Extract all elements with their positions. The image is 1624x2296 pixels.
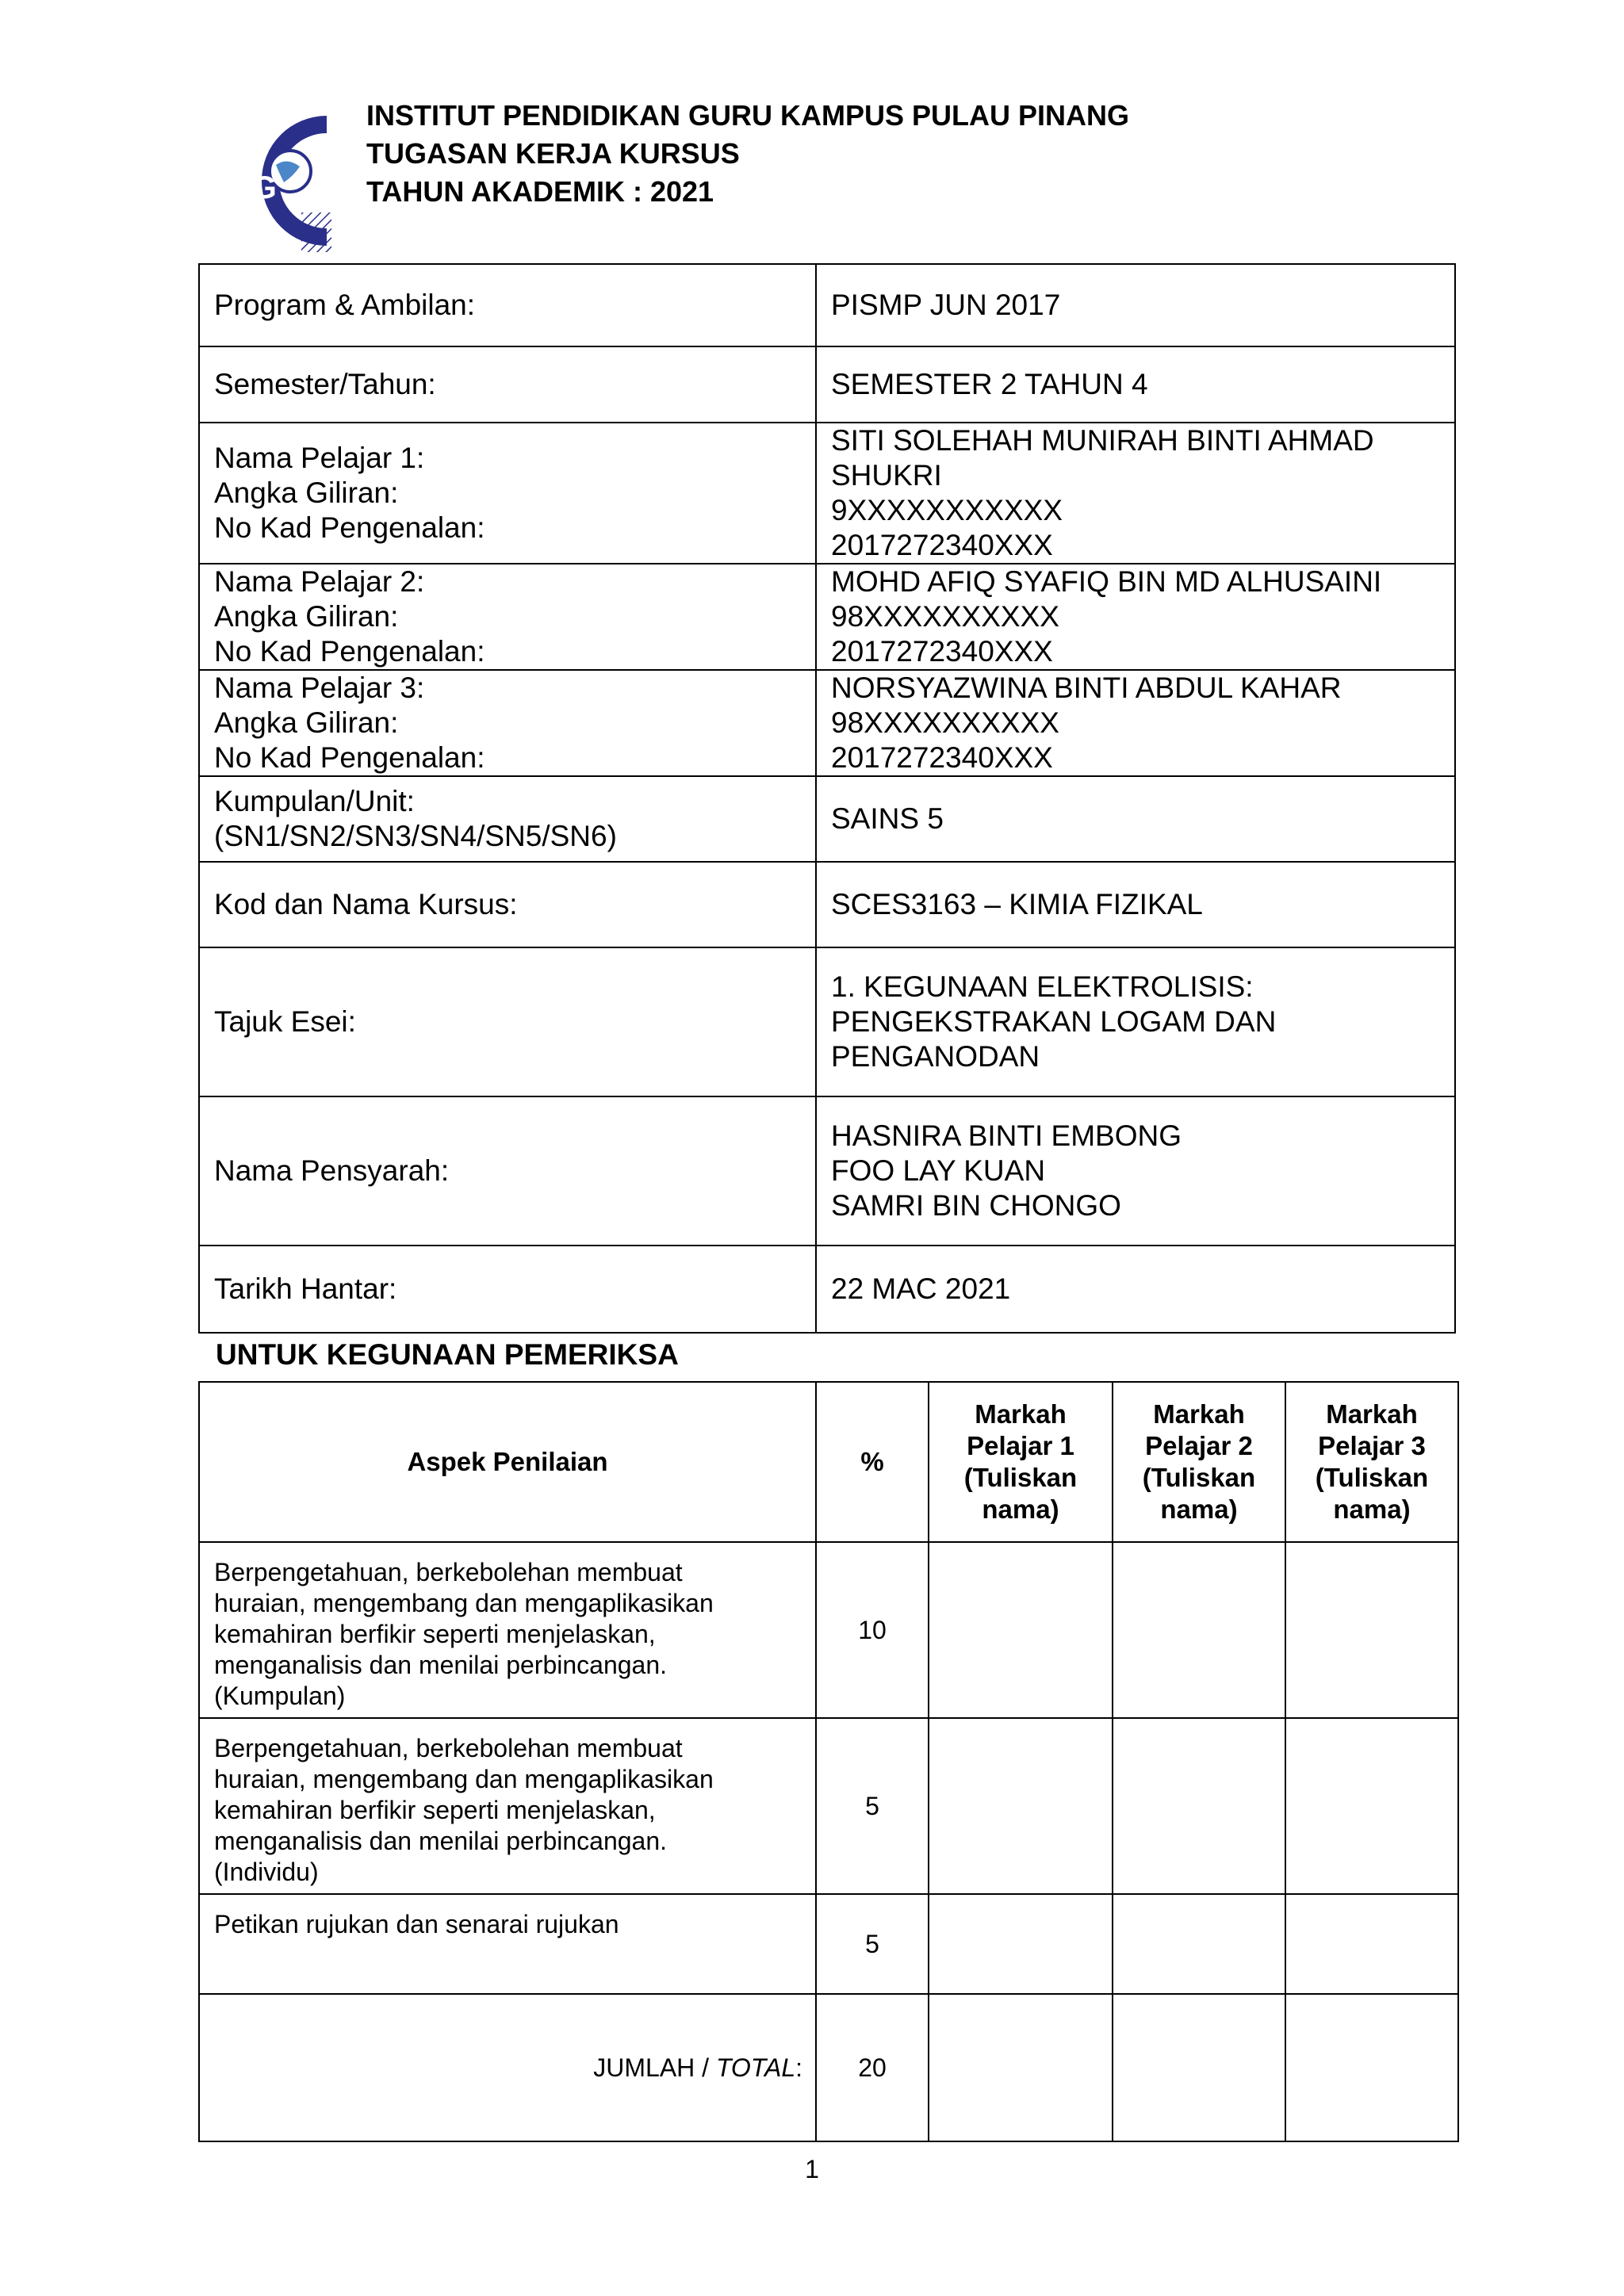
student-2-ic: 2017272340XXX — [831, 635, 1053, 668]
tajuk-label: Tajuk Esei: — [199, 947, 816, 1096]
kumpulan-label — [199, 776, 816, 862]
student-3-ic-label: No Kad Pengenalan: — [214, 741, 485, 774]
percent-value: 10 — [816, 1542, 929, 1718]
aspek-line: menganalisis dan menilai perbincangan. — [214, 1827, 668, 1855]
m3-line4: nama) — [1333, 1494, 1411, 1524]
student-1-angka-label: Angka Giliran: — [214, 476, 399, 509]
aspek-line: kemahiran berfikir seperti menjelaskan, — [214, 1620, 656, 1648]
tarikh-value: 22 MAC 2021 — [816, 1246, 1455, 1333]
tajuk-line2: PENGEKSTRAKAN LOGAM DAN — [831, 1005, 1277, 1038]
student-3-values — [816, 670, 1455, 776]
academic-year: TAHUN AKADEMIK : 2021 — [366, 175, 714, 208]
kumpulan-label-line1: Kumpulan/Unit: — [214, 785, 415, 817]
tajuk-line3: PENGANODAN — [831, 1040, 1040, 1073]
logo-text: IPG — [222, 170, 277, 205]
aspek-line: kemahiran berfikir seperti menjelaskan, — [214, 1796, 656, 1824]
m3-line3: (Tuliskan — [1315, 1463, 1429, 1492]
total-label-italic: TOTAL — [715, 2053, 796, 2082]
student-1-name-label: Nama Pelajar 1: — [214, 442, 425, 474]
total-row — [199, 1994, 1458, 2141]
table-row — [199, 1718, 1458, 1894]
table-row — [199, 1894, 1458, 1994]
m1-line3: (Tuliskan — [963, 1463, 1078, 1492]
total-label-colon: : — [795, 2053, 802, 2082]
m1-line1: Markah — [975, 1399, 1067, 1429]
assignment-type: TUGASAN KERJA KURSUS — [366, 137, 740, 170]
pensyarah-value — [816, 1096, 1455, 1246]
pensyarah-label: Nama Pensyarah: — [199, 1096, 816, 1246]
student-1-ic: 2017272340XXX — [831, 529, 1053, 561]
m2-line2: Pelajar 2 — [1145, 1431, 1253, 1460]
assessment-header-row — [199, 1382, 1458, 1542]
aspek-header: Aspek Penilaian — [199, 1382, 816, 1542]
pensyarah-1: HASNIRA BINTI EMBONG — [831, 1119, 1182, 1152]
mark-cell-student-3[interactable] — [1285, 1542, 1458, 1718]
table-row — [199, 1542, 1458, 1718]
aspek-line: (Kumpulan) — [214, 1682, 346, 1710]
total-cell-student-2[interactable] — [1113, 1994, 1285, 2141]
total-label — [199, 1994, 816, 2141]
aspek-line: Berpengetahuan, berkebolehan membuat — [214, 1558, 683, 1586]
percent-header: % — [816, 1382, 929, 1542]
m1-line4: nama) — [982, 1494, 1059, 1524]
semester-label: Semester/Tahun: — [199, 346, 816, 423]
pensyarah-2: FOO LAY KUAN — [831, 1154, 1046, 1187]
student-2-angka: 98XXXXXXXXXX — [831, 600, 1059, 633]
pensyarah-row — [199, 1096, 1455, 1246]
student-3-ic: 2017272340XXX — [831, 741, 1053, 774]
student-1-ic-label: No Kad Pengenalan: — [214, 511, 485, 544]
total-cell-student-1[interactable] — [929, 1994, 1113, 2141]
student-3-angka: 98XXXXXXXXXX — [831, 706, 1059, 739]
student-1-name-cont: SHUKRI — [831, 459, 942, 492]
kumpulan-row — [199, 776, 1455, 862]
mark-cell-student-2[interactable] — [1113, 1718, 1285, 1894]
kumpulan-value: SAINS 5 — [816, 776, 1455, 862]
aspek-line: Berpengetahuan, berkebolehan membuat — [214, 1734, 683, 1762]
student-1-row — [199, 423, 1455, 564]
semester-row — [199, 346, 1455, 423]
aspek-rujukan — [199, 1894, 816, 1994]
student-2-ic-label: No Kad Pengenalan: — [214, 635, 485, 668]
student-2-angka-label: Angka Giliran: — [214, 600, 399, 633]
mark-cell-student-3[interactable] — [1285, 1894, 1458, 1994]
student-1-values — [816, 423, 1455, 564]
mark-cell-student-1[interactable] — [929, 1718, 1113, 1894]
examiner-section-title: UNTUK KEGUNAAN PEMERIKSA — [216, 1338, 679, 1371]
mark-cell-student-2[interactable] — [1113, 1894, 1285, 1994]
tajuk-value — [816, 947, 1455, 1096]
tarikh-row — [199, 1246, 1455, 1333]
total-label-text: JUMLAH / — [593, 2053, 716, 2082]
tajuk-line1: 1. KEGUNAAN ELEKTROLISIS: — [831, 970, 1254, 1003]
program-row — [199, 264, 1455, 346]
m2-line3: (Tuliskan — [1142, 1463, 1256, 1492]
aspek-line: Petikan rujukan dan senarai rujukan — [214, 1910, 619, 1938]
aspek-line: menganalisis dan menilai perbincangan. — [214, 1651, 668, 1679]
student-3-angka-label: Angka Giliran: — [214, 706, 399, 739]
marks-student-3-header — [1285, 1382, 1458, 1542]
mark-cell-student-3[interactable] — [1285, 1718, 1458, 1894]
document-header — [366, 97, 1129, 211]
student-1-labels — [199, 423, 816, 564]
aspek-line: (Individu) — [214, 1858, 319, 1886]
tarikh-label: Tarikh Hantar: — [199, 1246, 816, 1333]
tajuk-row — [199, 947, 1455, 1096]
institution-name: INSTITUT PENDIDIKAN GURU KAMPUS PULAU PINANG — [366, 99, 1130, 132]
mark-cell-student-1[interactable] — [929, 1894, 1113, 1994]
aspek-individu — [199, 1718, 816, 1894]
m2-line4: nama) — [1160, 1494, 1238, 1524]
student-1-angka: 9XXXXXXXXXXX — [831, 494, 1063, 526]
percent-value: 5 — [816, 1718, 929, 1894]
marks-student-1-header — [929, 1382, 1113, 1542]
m2-line1: Markah — [1153, 1399, 1245, 1429]
semester-value: SEMESTER 2 TAHUN 4 — [816, 346, 1455, 423]
total-cell-student-3[interactable] — [1285, 1994, 1458, 2141]
marks-student-2-header — [1113, 1382, 1285, 1542]
mark-cell-student-2[interactable] — [1113, 1542, 1285, 1718]
pensyarah-3: SAMRI BIN CHONGO — [831, 1189, 1121, 1222]
kursus-value: SCES3163 – KIMIA FIZIKAL — [816, 862, 1455, 947]
program-value: PISMP JUN 2017 — [816, 264, 1455, 346]
kursus-row — [199, 862, 1455, 947]
m1-line2: Pelajar 1 — [967, 1431, 1074, 1460]
total-percent: 20 — [816, 1994, 929, 2141]
ipg-logo — [208, 109, 331, 252]
student-1-name: SITI SOLEHAH MUNIRAH BINTI AHMAD — [831, 424, 1374, 457]
page-number: 1 — [805, 2155, 819, 2183]
mark-cell-student-1[interactable] — [929, 1542, 1113, 1718]
assessment-table — [198, 1381, 1459, 2142]
student-3-name-label: Nama Pelajar 3: — [214, 672, 425, 704]
percent-value: 5 — [816, 1894, 929, 1994]
m3-line2: Pelajar 3 — [1318, 1431, 1426, 1460]
cover-info-table — [198, 263, 1456, 1334]
aspek-line: huraian, mengembang dan mengaplikasikan — [214, 1765, 714, 1793]
student-3-name: NORSYAZWINA BINTI ABDUL KAHAR — [831, 672, 1342, 704]
student-2-values — [816, 564, 1455, 670]
aspek-kumpulan — [199, 1542, 816, 1718]
student-3-row — [199, 670, 1455, 776]
student-2-row — [199, 564, 1455, 670]
m3-line1: Markah — [1326, 1399, 1418, 1429]
kursus-label: Kod dan Nama Kursus: — [199, 862, 816, 947]
aspek-line: huraian, mengembang dan mengaplikasikan — [214, 1589, 714, 1617]
program-label: Program & Ambilan: — [199, 264, 816, 346]
kumpulan-label-line2: (SN1/SN2/SN3/SN4/SN5/SN6) — [214, 820, 617, 852]
student-2-labels — [199, 564, 816, 670]
student-3-labels — [199, 670, 816, 776]
student-2-name-label: Nama Pelajar 2: — [214, 565, 425, 598]
student-2-name: MOHD AFIQ SYAFIQ BIN MD ALHUSAINI — [831, 565, 1382, 598]
